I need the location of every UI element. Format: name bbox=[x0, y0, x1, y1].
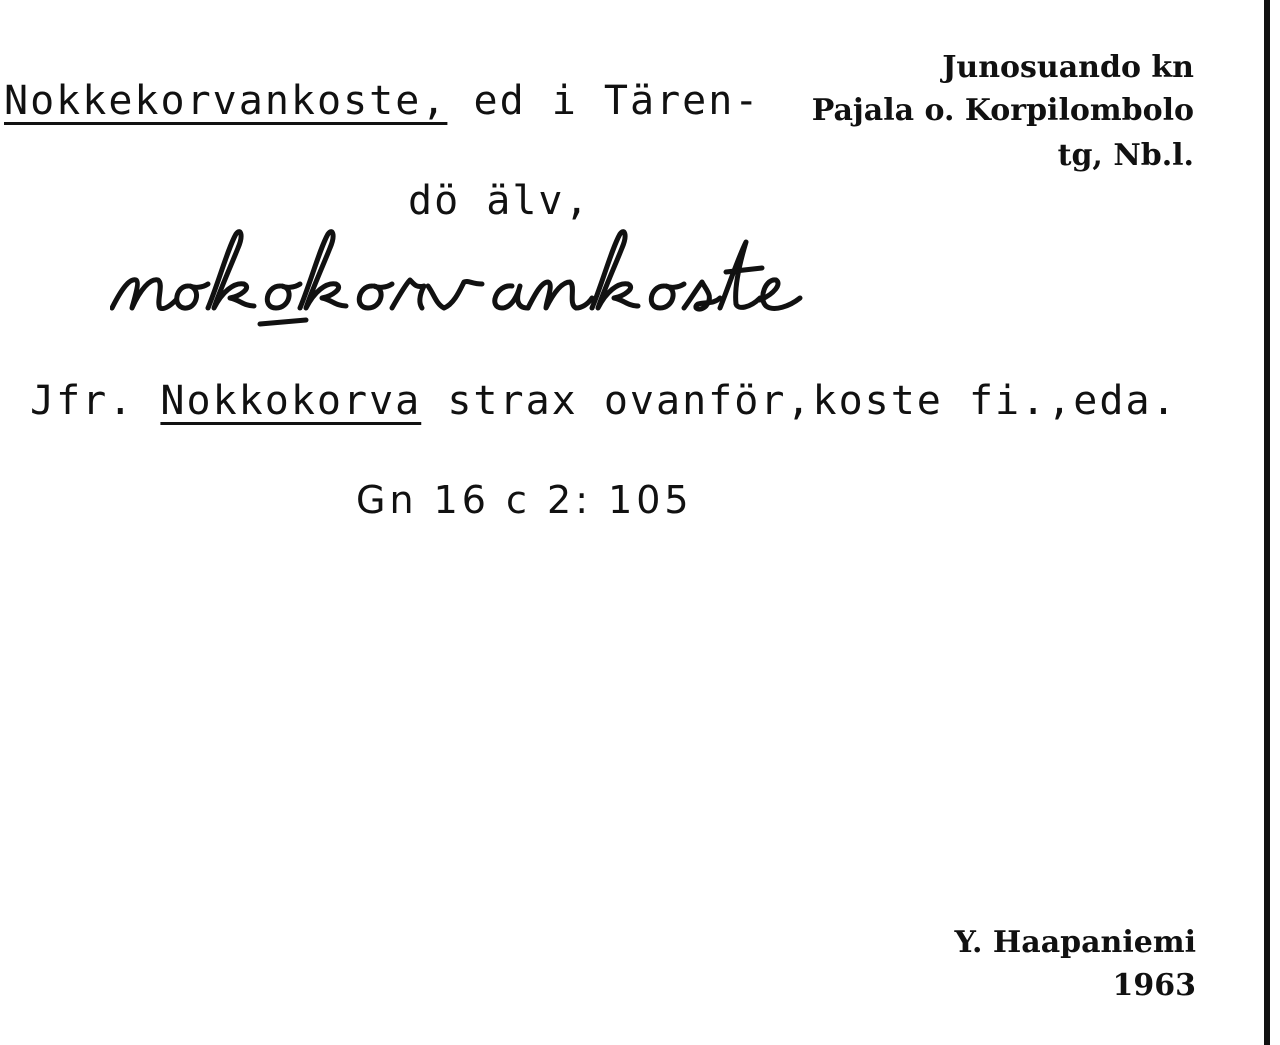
headword: Nokkekorvankoste, bbox=[4, 78, 448, 124]
headword-line bbox=[4, 78, 760, 124]
parish-line-3: tg, Nb.l. bbox=[1057, 138, 1194, 173]
handwritten-pronunciation bbox=[110, 228, 1010, 338]
crossref-word: Nokkokorva bbox=[160, 378, 422, 424]
headword-description-continued: dö älv, bbox=[408, 178, 591, 224]
parish-line-1: Junosuando kn bbox=[942, 50, 1194, 85]
author: Y. Haapaniemi bbox=[954, 925, 1196, 960]
headword-description: ed i Tären- bbox=[447, 78, 761, 124]
cross-reference bbox=[30, 378, 1178, 424]
year: 1963 bbox=[1112, 968, 1196, 1003]
card-edge-border bbox=[1264, 0, 1270, 1045]
source-reference: Gn 16 c 2: 105 bbox=[356, 478, 693, 522]
crossref-prefix: Jfr. bbox=[30, 378, 161, 424]
parish-line-2: Pajala o. Korpilombolo bbox=[811, 93, 1194, 128]
crossref-description: strax ovanför,koste fi.,eda. bbox=[421, 378, 1178, 424]
